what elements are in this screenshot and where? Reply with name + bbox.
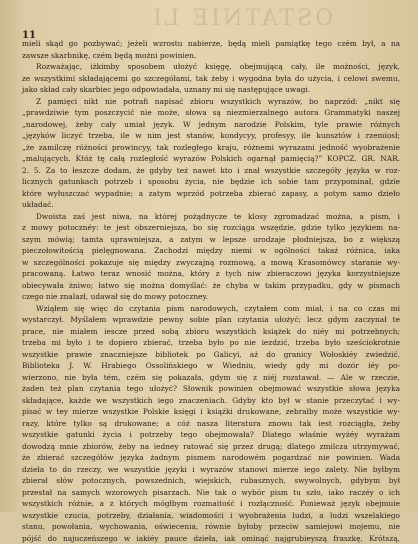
- text-line: „języków liczyć trzeba, ile w nim jest stanów, kondycyy, profesyy, ile kunsztów i rzemiosł;: [22, 130, 400, 142]
- text-line: zbierał słów potocznych, powszednich, wiejskich, rubasznych, swywolnych, gdybym był: [22, 475, 400, 487]
- text-line: zawsze skarbnikę, czém będą możni powinien.: [22, 50, 400, 62]
- text-line: „narodowej, żeby cały umiał język. W jednym narodzie Polskim, tyle prawie różnych: [22, 119, 400, 131]
- text-line: „malujących. Któż tę całą rozległość wyrazów Polskich ogarnął pamięcią?” KOPCZ. GR. NAR.: [22, 153, 400, 165]
- text-line: składające, każde we wszystkich iego znaczeniach. Gdyby kto był w stanie przeczytać i wy-: [22, 395, 400, 407]
- text-line: „że zamilczę różności prowincyy, tak rozległego kraju, różnemi wyrazami jedność wyobrażenie: [22, 142, 400, 154]
- text-line: wszystkie prawie znaczniejsze bibliotek po Galicyi, aż do granicy Wołoskiéy zwiedzić.: [22, 349, 400, 361]
- text-line: żaden też plan czytania tego ułożyć? Słownik powinien obejmować wszystkie słowa języka: [22, 383, 400, 395]
- text-line: pieczołowitością pielęgnowana. Zachodzi między niemi w ogólności takaż różnica, iaka: [22, 245, 400, 257]
- text-line: dowodzą mnie zbiorów, żeby na iedney ratować się przez drugą; dlatego zmilcza utrzymywać,: [22, 441, 400, 453]
- text-line: w szczególności pokazuje się między zwyczajną rozmową, a mową Krasomówcy staranie wy-: [22, 257, 400, 269]
- text-line: układać.: [22, 199, 400, 211]
- text-line: z mowy potocznéy: te jest obszerniejsza, bo się rozciąga wszędzie, gdzie tylko językiem na-: [22, 222, 400, 234]
- text-line: ze wszystkimi składającemi go szczegółami, tak żeby i wygodna była do użycia, i celowi swemu,: [22, 73, 400, 85]
- text-line: Wziąłem się więc do czytania pism narodowych, czytałem com miał, i na co czas mi: [22, 303, 400, 315]
- text-line: wszystkich różnie, a z których mógłbym rozmaitość i rozłączność. Ponieważ język obejmuie: [22, 498, 400, 510]
- page-number: 11: [22, 30, 36, 41]
- text-line: obiecywała żniwo; łatwo się można domyślać: że chyba w takim przypadku, gdy w pismach: [22, 280, 400, 292]
- text-line: czego nie znalazł, udawał się do mowy potoczney.: [22, 291, 400, 303]
- text-line: stanu, powołania, wychowania, oświecenia, równie byłoby przeciw samiejowi mojemu, nie: [22, 521, 400, 533]
- text-line: pracowaną. Łatwo teraz wnosić można, który z tych niw zbieraczowi języka korzystniejsze: [22, 268, 400, 280]
- text-line: prace, nie miałem iescze przed sobą zbioru wszystkich książek do niéy mi potrzebnych;: [22, 326, 400, 338]
- text-line: że zbierać szczegółów języka żadnym pismem narodowém pogardzać nie powinien. Wada: [22, 452, 400, 464]
- text-line: „prawdziwie tym poszczycić nie może, słowa są niezmierzalnego autora Grammatyki naszej: [22, 107, 400, 119]
- text-line: mieli skąd go pozbywać; jeżeli wzrostu nabierze, będą mieli pamiątkę tego czém był, a na: [22, 38, 400, 50]
- text-line: Dwoista zaś jest niwa, na której pożądnycze te klosy zgromadzać można, a pism, i: [22, 211, 400, 223]
- text-line: trzeba mi było i te dopiero zbierać, trzeba było po nie iezdzić, trzeba było sześciokrotnie: [22, 337, 400, 349]
- page-body: [22, 38, 400, 544]
- bleed-through-text: OSTATNIE LI: [150, 6, 333, 31]
- text-line: Biblioteka J. W. Hrabiego Ossolińskiego w Wiedniu, wiedy gdy mi dozór iéy po-: [22, 360, 400, 372]
- text-line: pójść do najuczeńszego w iakiéy pauce dzieła, iak ominąć najgrubieyszą fraszkę, Krótszą,: [22, 533, 400, 544]
- text-line: które wyłuszczać wypadnie; a zatym wprzód potrzeba zbierać zapasy, a potym samo dzieło: [22, 188, 400, 200]
- text-line: wystarczył. Myślałem wprawdzie pewny sobie plan czytania ułożyć; lecz gdym zaczynał te: [22, 314, 400, 326]
- text-line: wszystkie gatunki życia i potrzeby tego obejmowała? Dlatego właśnie wyżéy wyrażam: [22, 429, 400, 441]
- text-line: szym mówią; tamta uprawniejsza, a zatym w lepsze urodzaje płodniejsza, bo z większą: [22, 234, 400, 246]
- text-line: Rozważając, iżkimby sposobem ułożyć księgę, obejmującą cały, ile możności, język,: [22, 61, 400, 73]
- text-line: wierzono, nie była tém, czém się pokazała, gdym się z niéj rozstawał. — Ale w rzeczie,: [22, 372, 400, 384]
- text-line: razy, które tylko są drukowane; a cóż nasza literatura znowu tak iest rozciągła, żeby: [22, 418, 400, 430]
- text-line: pisać w tey mierze wszystkie Polskie księgi i książki drukowane, zebrałby może wszystkie wy-: [22, 406, 400, 418]
- text-line: 2. 5. Za to łeszcze dodam, że gdyby też nawet kto i znał wszystkie szczegóły języka w roz-: [22, 165, 400, 177]
- text-line: dzieła to do rzeczy, we wszystkie języki i wyrazów stanowi mierze iego zalety. Nie byłbym: [22, 464, 400, 476]
- text-line: przestał na samych wzorowych pisarzach. Nie tak o wybór pism tu szło, iako raczéy o ich: [22, 487, 400, 499]
- text-line: licznych gatunkach potrzeb i sposobu życia, nie będzie ich sobie tam przypominał, gdzie: [22, 176, 400, 188]
- text-line: jako skład cały skarbiec jego odpowiadała, uznany mi się następujące uwagi.: [22, 84, 400, 96]
- text-line: Z pamięci nikt nie potrafi napisać zbioru wszystkich wyrazów, bo naprzód: „nikt się: [22, 96, 400, 108]
- text-line: wszystkie czucia, potrzeby, działania, wiadomości i wyobrażenia ludzi, a ludzi wszelakiego: [22, 510, 400, 522]
